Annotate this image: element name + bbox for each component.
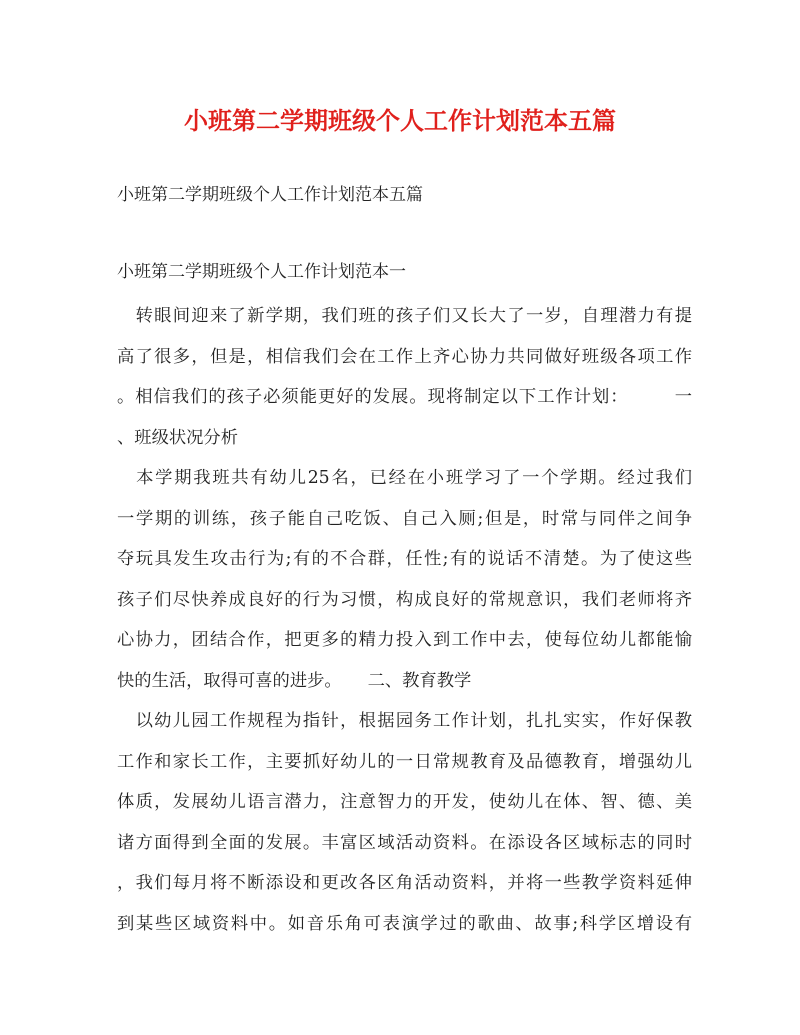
document-title: 小班第二学期班级个人工作计划范本五篇 bbox=[184, 106, 616, 135]
document-subtitle: 小班第二学期班级个人工作计划范本五篇 bbox=[117, 185, 423, 205]
body-line: 快的生活，取得可喜的进步。 二、教育教学 bbox=[117, 670, 472, 691]
body-line: ，我们每月将不断添设和更改各区角活动资料，并将一些教学资料延伸 bbox=[117, 873, 692, 893]
section-heading: 小班第二学期班级个人工作计划范本一 bbox=[117, 262, 406, 282]
body-line: 心协力，团结合作，把更多的精力投入到工作中去，使每位幼儿都能愉 bbox=[117, 630, 692, 650]
body-line: 工作和家长工作，主要抓好幼儿的一日常规教育及品德教育，增强幼儿 bbox=[117, 751, 692, 772]
body-line: 诸方面得到全面的发展。丰富区域活动资料。在添设各区域标志的同时 bbox=[117, 832, 692, 853]
body-line: 转眼间迎来了新学期，我们班的孩子们又长大了一岁，自理潜力有提 bbox=[117, 306, 692, 326]
body-line: 一学期的训练，孩子能自己吃饭、自己入厕;但是，时常与同伴之间争 bbox=[117, 508, 692, 529]
body-line: 本学期我班共有幼儿25名，已经在小班学习了一个学期。经过我们 bbox=[117, 468, 692, 488]
body-line: 孩子们尽快养成良好的行为习惯，构成良好的常规意识，我们老师将齐 bbox=[117, 589, 692, 610]
body-line: 体质，发展幼儿语言潜力，注意智力的开发，使幼儿在体、智、德、美 bbox=[117, 792, 692, 812]
body-line: 夺玩具发生攻击行为;有的不合群，任性;有的说话不清楚。为了使这些 bbox=[117, 549, 692, 569]
body-line: 高了很多，但是，相信我们会在工作上齐心协力共同做好班级各项工作 bbox=[117, 346, 692, 367]
body-line: 。相信我们的孩子必须能更好的发展。现将制定以下工作计划： 一 bbox=[117, 387, 692, 407]
body-text bbox=[117, 296, 692, 944]
body-line: 以幼儿园工作规程为指针，根据园务工作计划，扎扎实实，作好保教 bbox=[117, 711, 692, 731]
body-line: 到某些区域资料中。如音乐角可表演学过的歌曲、故事;科学区增设有 bbox=[117, 913, 692, 934]
body-line: 、班级状况分析 bbox=[117, 427, 238, 448]
